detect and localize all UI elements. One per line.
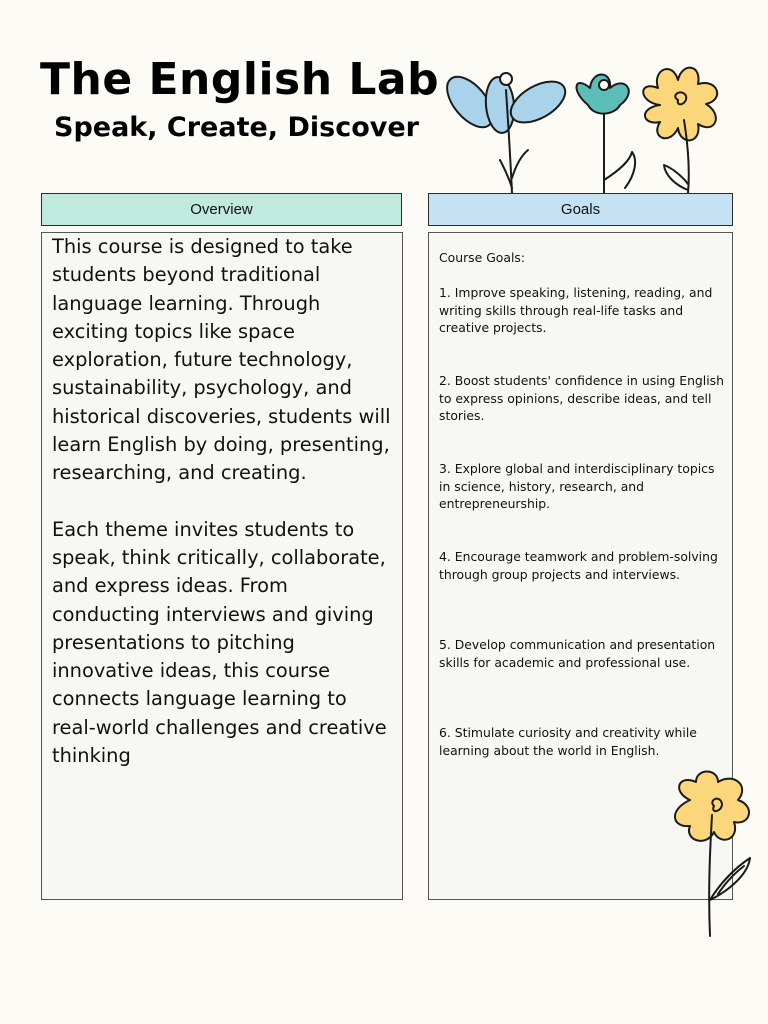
overview-paragraph: This course is designed to take students beyond traditional language learning. Through exciting topics like space exploration, future technology, sustainability, psychology, and historical discoveries, students will learn English by doing, presenting, researching, and creating. <box>52 235 391 485</box>
goals-heading: Goals <box>560 201 601 218</box>
goals-header <box>428 193 733 226</box>
goal-item: 2. Boost students' confidence in using English to express opinions, describe ideas, and tell stories. <box>439 373 724 424</box>
goal-item: 6. Stimulate curiosity and creativity while learning about the world in English. <box>439 725 697 758</box>
overview-panel <box>41 232 403 900</box>
overview-heading: Overview <box>190 201 253 218</box>
goal-item: 3. Explore global and interdisciplinary topics in science, history, research, and entrepreneurship. <box>439 461 715 512</box>
goal-item: 4. Encourage teamwork and problem-solving through group projects and interviews. <box>439 549 718 582</box>
overview-header <box>41 193 402 226</box>
page-subtitle: Speak, Create, Discover <box>54 112 419 143</box>
goal-item: 1. Improve speaking, listening, reading, and writing skills through real-life tasks and creative projects. <box>439 285 713 336</box>
overview-paragraph: Each theme invites students to speak, think critically, collaborate, and express ideas. From conducting interviews and giving presentations to pitching innovative ideas, this course connects language learning to real-world challenges and creative thinking <box>52 517 387 768</box>
goals-intro: Course Goals: <box>439 250 526 265</box>
yellow-flower-illustration <box>660 770 760 945</box>
goal-item: 5. Develop communication and presentation skills for academic and professional use. <box>439 637 716 670</box>
page-title: The English Lab <box>40 54 440 105</box>
flowers-illustration <box>420 60 750 195</box>
